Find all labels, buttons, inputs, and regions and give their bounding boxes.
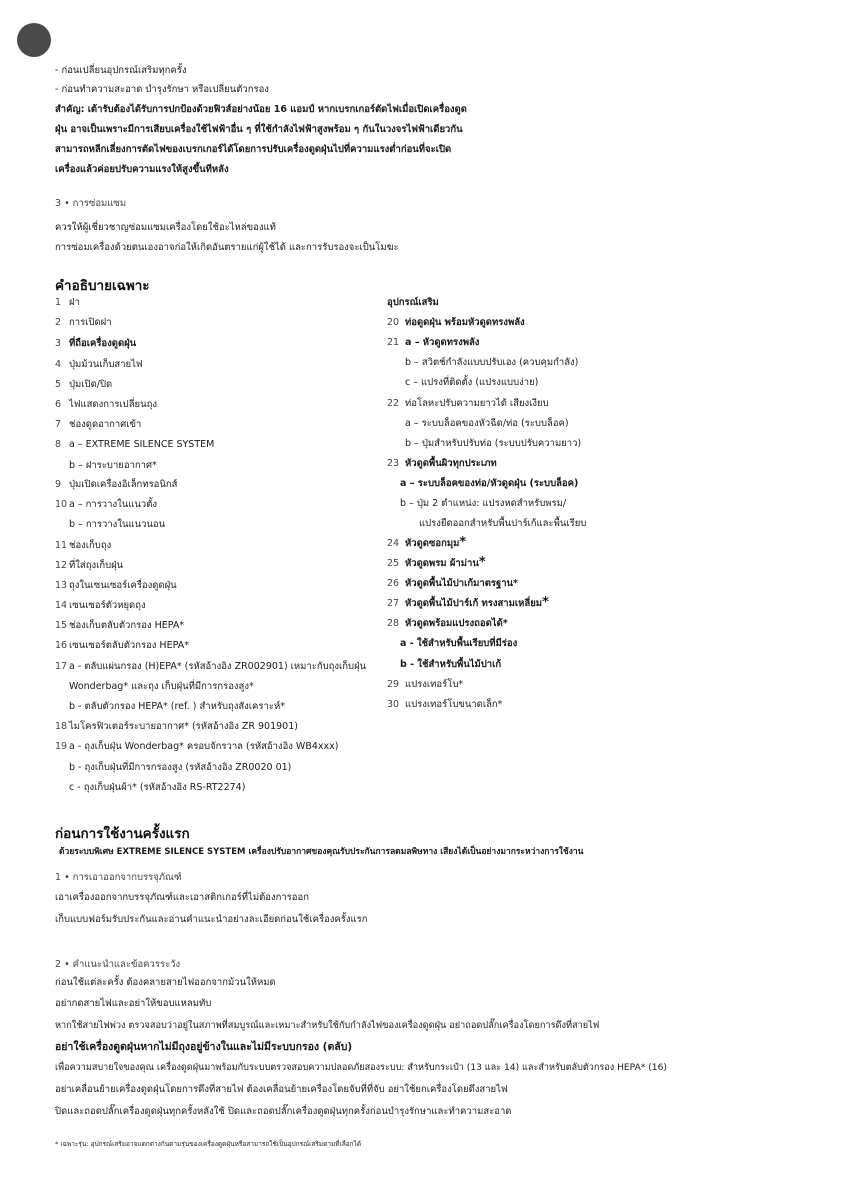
spec-item: a – ระบบล็อคของหัวฉีด/ท่อ (ระบบล็อค) bbox=[405, 418, 569, 429]
spec-item: 24 หัวดูดซอกมุม* bbox=[387, 535, 467, 550]
spec-item: 19 a - ถุงเก็บฝุ่น Wonderbag* ครอบจักรวาล (รหัสอ้างอิง WB4xxx) bbox=[55, 741, 339, 752]
precaution-line: อย่าเคลื่อนย้ายเครื่องดูดฝุ่นโดยการดึงที่สายไฟ ต้องเคลื่อนย้ายเครื่องโดยจับที่ที่จับ อย่าใช้ยกเครื่องโดยดึงสายไฟ bbox=[55, 1084, 508, 1095]
spec-item: b - ถุงเก็บฝุ่นที่มีการกรองสูง (รหัสอ้างอิง ZR0020 01) bbox=[69, 762, 292, 773]
spec-item: 3 ที่ถือเครื่องดูดฝุ่น bbox=[55, 338, 137, 349]
footnote-star: * bbox=[459, 535, 467, 550]
footnote-star: * bbox=[478, 555, 486, 570]
important-line-1: สำคัญ: เต้ารับต้องได้รับการปกป้องด้วยฟิวส์อย่างน้อย 16 แอมป์ หากเบรกเกอร์ตัดไฟเมื่อเปิดเครื่องดูด bbox=[55, 104, 467, 115]
spec-item: 28 หัวดูดพร้อมแปรงถอดได้* bbox=[387, 618, 508, 629]
spec-item: 15 ช่องเก็บตลับตัวกรอง HEPA* bbox=[55, 620, 185, 631]
footnote: * เฉพาะรุ่น: อุปกรณ์เสริมอาจแตกต่างกันตามรุ่นของเครื่องดูดฝุ่นหรือสามารถใช้เป็นอุปกรณ์เสริมตามที่เลือกได้ bbox=[55, 1140, 362, 1148]
footnote-star: * bbox=[542, 595, 549, 610]
spec-item: c – แปรงที่ติดตั้ง (แปรงแบบง่าย) bbox=[405, 377, 539, 388]
intro-line-2: - ก่อนทำความสะอาด บำรุงรักษา หรือเปลี่ยนตัวกรอง bbox=[55, 84, 269, 95]
unpacking-line-1: เอาเครื่องออกจากบรรจุภัณฑ์และเอาสติกเกอร์ที่ไม่ต้องการออก bbox=[55, 892, 309, 903]
spec-item: 16 เซนเซอร์ตลับตัวกรอง HEPA* bbox=[55, 640, 189, 651]
spec-item: b - ใช้สำหรับพื้นไม้ปาเก้ bbox=[400, 659, 502, 670]
spec-item: 23 หัวดูดพื้นผิวทุกประเภท bbox=[387, 458, 497, 469]
spec-item: 27 หัวดูดพื้นไม้ปาร์เก้ ทรงสามเหลี่ยม* bbox=[387, 595, 549, 610]
spec-item: 22 ท่อโลหะปรับความยาวได้ เสียงเงียบ bbox=[387, 398, 549, 409]
spec-item: 18 ไมโครฟิวเตอร์ระบายอากาศ* (รหัสอ้างอิง ZR 901901) bbox=[55, 721, 298, 732]
precaution-line: อย่ากดสายไฟและอย่าให้ขอบแหลมทับ bbox=[55, 998, 212, 1009]
precautions-title: 2 • คำแนะนำและข้อควรระวัง bbox=[55, 959, 181, 970]
spec-item: Wonderbag* และถุง เก็บฝุ่นที่มีการกรองสูง* bbox=[69, 681, 254, 692]
spec-item: a – ระบบล็อคของท่อ/หัวดูดฝุ่น (ระบบล็อค) bbox=[400, 478, 579, 489]
spec-item: 29 แปรงเทอร์โบ* bbox=[387, 679, 464, 690]
precaution-line: ก่อนใช้แต่ละครั้ง ต้องคลายสายไฟออกจากม้วนให้หมด bbox=[55, 977, 276, 988]
precaution-line-bold: อย่าใช้เครื่องดูดฝุ่นหากไม่มีถุงอยู่ข้างในและไม่มีระบบกรอง (ตลับ) bbox=[55, 1041, 353, 1053]
first-use-subheading: ด้วยระบบพิเศษ EXTREME SILENCE SYSTEM เครื่องปรับอากาศของคุณรับประกันการลดมลพิษทาง เสียงได้เป็นอย่างมากระหว่างการใช้งาน bbox=[59, 847, 584, 857]
spec-item: 20 ท่อดูดฝุ่น พร้อมหัวดูดทรงพลัง bbox=[387, 317, 525, 328]
spec-item: 14 เซนเซอร์ตัวหยุดถุง bbox=[55, 600, 146, 611]
spec-item: 10 a – การวางในแนวตั้ง bbox=[55, 499, 158, 510]
spec-item: 4 ปุ่มม้วนเก็บสายไฟ bbox=[55, 359, 143, 370]
spec-item: แปรงยืดออกสำหรับพื้นปาร์เก้และพื้นเรียบ bbox=[419, 518, 587, 529]
spec-item: 8 a – EXTREME SILENCE SYSTEM bbox=[55, 439, 215, 450]
spec-item: a - ใช้สำหรับพื้นเรียบที่มีร่อง bbox=[400, 638, 518, 649]
important-line-3: สามารถหลีกเลี่ยงการตัดไฟของเบรกเกอร์ได้โดยการปรับเครื่องดูดฝุ่นไปที่ความแรงต่ำก่อนที่จะเปิด bbox=[55, 144, 452, 155]
spec-item: 25 หัวดูดพรม ผ้าม่าน* bbox=[387, 555, 486, 570]
spec-item: b – สวิตช์กำลังแบบปรับเอง (ควบคุมกำลัง) bbox=[405, 357, 579, 368]
spec-item: b - ตลับตัวกรอง HEPA* (ref. ) สำหรับถุงสังเคราะห์* bbox=[69, 701, 285, 712]
spec-item: b – ปุ่มสำหรับปรับท่อ (ระบบปรับความยาว) bbox=[405, 438, 582, 449]
important-line-2: ฝุ่น อาจเป็นเพราะมีการเสียบเครื่องใช้ไฟฟ้าอื่น ๆ ที่ใช้กำลังไฟฟ้าสูงพร้อม ๆ กันในวงจรไฟฟ้าเดียวกัน bbox=[55, 124, 463, 135]
precaution-line: ปิดและถอดปลั๊กเครื่องดูดฝุ่นทุกครั้งหลังใช้ ปิดและถอดปลั๊กเครื่องดูดฝุ่นทุกครั้งก่อนบำรุงรักษาและทำความสะอาด bbox=[55, 1106, 512, 1117]
intro-line-1: - ก่อนเปลี่ยนอุปกรณ์เสริมทุกครั้ง bbox=[55, 65, 187, 76]
page-marker-circle bbox=[17, 23, 51, 57]
first-use-heading: ก่อนการใช้งานครั้งแรก bbox=[55, 826, 190, 842]
spec-item: 11 ช่องเก็บถุง bbox=[55, 540, 112, 551]
repair-line-2: การซ่อมเครื่องด้วยตนเองอาจก่อให้เกิดอันตรายแก่ผู้ใช้ได้ และการรับรองจะเป็นโมฆะ bbox=[55, 242, 399, 253]
spec-item: 5 ปุ่มเปิด/ปิด bbox=[55, 379, 113, 390]
spec-item: 17 a - ตลับแผ่นกรอง (H)EPA* (รหัสอ้างอิง ZR002901) เหมาะกับถุงเก็บฝุ่น bbox=[55, 661, 367, 672]
spec-item: 6 ไฟแสดงการเปลี่ยนถุง bbox=[55, 399, 157, 410]
spec-item: 7 ช่องดูดอากาศเข้า bbox=[55, 419, 142, 430]
spec-item: 30 แปรงเทอร์โบขนาดเล็ก* bbox=[387, 699, 503, 710]
spec-item: 13 ถุงในเซนเซอร์เครื่องดูดฝุ่น bbox=[55, 580, 177, 591]
spec-heading: คำอธิบายเฉพาะ bbox=[55, 278, 150, 294]
spec-item: c - ถุงเก็บฝุ่นผ้า* (รหัสอ้างอิง RS-RT2274) bbox=[69, 782, 246, 793]
spec-item: 21 a – หัวดูดทรงพลัง bbox=[387, 337, 480, 348]
repair-line-1: ควรให้ผู้เชี่ยวชาญซ่อมแซมเครื่องโดยใช้อะไหล่ของแท้ bbox=[55, 222, 276, 233]
precaution-line: หากใช้สายไฟพ่วง ตรวจสอบว่าอยู่ในสภาพที่สมบูรณ์และเหมาะสำหรับใช้กับกำลังไฟของเครื่องดูดฝุ่น อย่าถอดปลั๊กเครื่องโดยการดึงที่สายไฟ bbox=[55, 1020, 600, 1031]
spec-item: 26 หัวดูดพื้นไม้ปาเก้มาตรฐาน* bbox=[387, 578, 519, 589]
spec-item: 9 ปุ่มเปิดเครื่องอิเล็กทรอนิกส์ bbox=[55, 479, 178, 490]
spec-item: b – ปุ่ม 2 ตำแหน่ง: แปรงหดสำหรับพรม/ bbox=[400, 498, 567, 509]
spec-item: b – การวางในแนวนอน bbox=[69, 519, 166, 530]
accessories-title: อุปกรณ์เสริม bbox=[387, 297, 439, 308]
spec-item: 1 ฝา bbox=[55, 297, 80, 308]
precaution-line: เพื่อความสบายใจของคุณ เครื่องดูดฝุ่นมาพร้อมกับระบบตรวจสอบความปลอดภัยสองระบบ: สำหรับกระเป๋า (13 และ 14) และสำหรับตลับตัวกรอง HEPA* (16) bbox=[55, 1063, 667, 1073]
important-line-4: เครื่องแล้วค่อยปรับความแรงให้สูงขึ้นทีหลัง bbox=[55, 164, 229, 175]
unpacking-line-2: เก็บแบบฟอร์มรับประกันและอ่านคำแนะนำอย่างละเอียดก่อนใช้เครื่องครั้งแรก bbox=[55, 914, 368, 925]
unpacking-title: 1 • การเอาออกจากบรรจุภัณฑ์ bbox=[55, 872, 182, 883]
repair-title: 3 • การซ่อมแซม bbox=[55, 198, 127, 209]
spec-item: 2 การเปิดฝา bbox=[55, 317, 112, 328]
spec-item: 12 ที่ใส่ถุงเก็บฝุ่น bbox=[55, 560, 124, 571]
spec-item: b – ฝาระบายอากาศ* bbox=[69, 460, 157, 471]
